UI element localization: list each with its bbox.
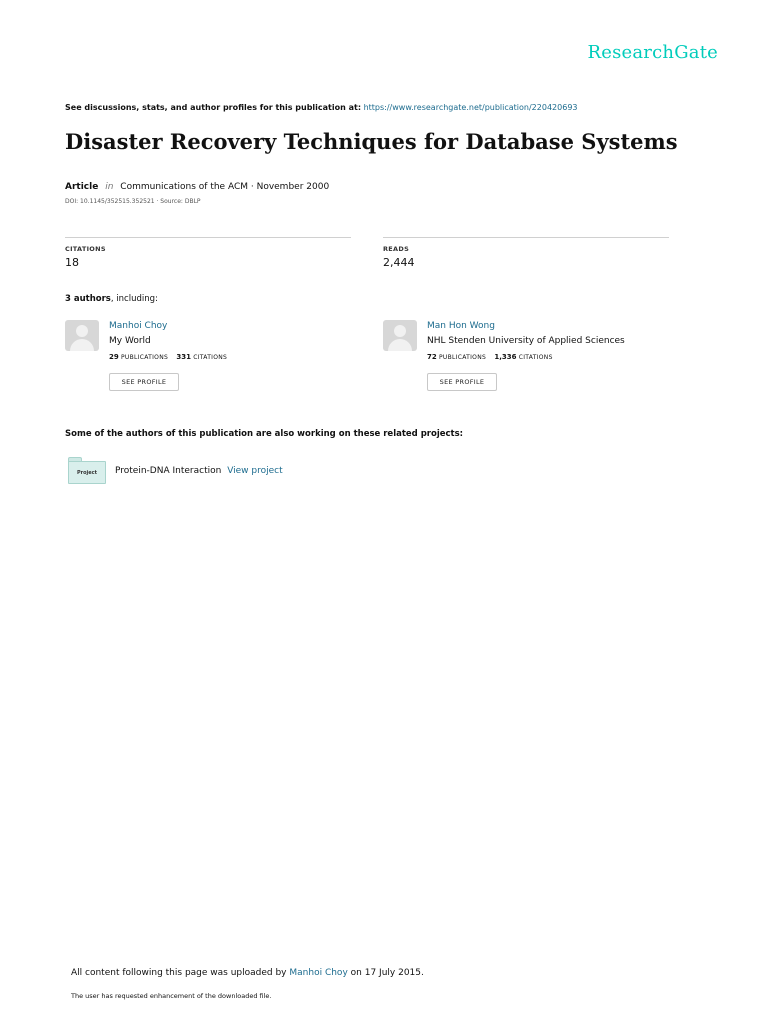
author-card: [383, 320, 683, 400]
author-stats: [109, 353, 233, 361]
author-publications-label: PUBLICATIONS: [120, 354, 169, 361]
reads-label: READS: [383, 245, 410, 253]
project-folder-icon[interactable]: [68, 457, 106, 484]
paper-title: Disaster Recovery Techniques for Database Systems: [65, 129, 678, 154]
divider: [65, 237, 351, 238]
publication-url-link[interactable]: https://www.researchgate.net/publication/220420693: [363, 103, 578, 112]
author-citations-count: 331: [176, 353, 191, 361]
author-publications-label: PUBLICATIONS: [438, 354, 487, 361]
publication-type: Article: [65, 182, 99, 192]
author-citations-label: CITATIONS: [193, 354, 228, 361]
upload-prefix: All content following this page was uploaded by: [71, 968, 287, 978]
enhancement-notice: The user has requested enhancement of the downloaded file.: [71, 992, 272, 1000]
see-discussions-line: [65, 103, 578, 112]
project-name: Protein-DNA Interaction: [115, 466, 222, 476]
researchgate-logo: ResearchGate: [587, 42, 718, 63]
avatar-head-icon: [76, 325, 88, 337]
avatar[interactable]: [65, 320, 99, 351]
publication-meta: [65, 182, 329, 192]
reads-count: 2,444: [383, 256, 415, 269]
author-name-link[interactable]: Manhoi Choy: [109, 321, 168, 331]
see-profile-button[interactable]: SEE PROFILE: [109, 373, 179, 391]
avatar-head-icon: [394, 325, 406, 337]
upload-notice: [71, 968, 424, 978]
author-publications-count: 29: [109, 353, 119, 361]
author-citations-label: CITATIONS: [518, 354, 553, 361]
avatar[interactable]: [383, 320, 417, 351]
author-affiliation: NHL Stenden University of Applied Sciences: [427, 336, 625, 346]
author-citations-count: 1,336: [494, 353, 517, 361]
citations-count: 18: [65, 256, 79, 269]
author-stats: [427, 353, 559, 361]
see-discussions-text: See discussions, stats, and author profiles for this publication at:: [65, 103, 362, 112]
publication-venue: Communications of the ACM · November 2000: [120, 182, 330, 192]
author-name-link[interactable]: Man Hon Wong: [427, 321, 495, 331]
author-publications-count: 72: [427, 353, 437, 361]
project-item: [115, 466, 283, 476]
upload-date: on 17 July 2015.: [350, 968, 424, 978]
author-affiliation: My World: [109, 336, 151, 346]
related-projects-heading: Some of the authors of this publication are also working on these related projects:: [65, 429, 464, 439]
author-card: [65, 320, 365, 400]
authors-heading-suffix: , including:: [110, 294, 158, 304]
uploader-link[interactable]: Manhoi Choy: [289, 968, 348, 978]
view-project-link[interactable]: View project: [227, 466, 283, 476]
citations-label: CITATIONS: [65, 245, 106, 253]
authors-heading: [65, 294, 158, 304]
avatar-body-icon: [388, 339, 412, 351]
divider: [383, 237, 669, 238]
avatar-body-icon: [70, 339, 94, 351]
doi-line: DOI: 10.1145/352515.352521 · Source: DBLP: [65, 198, 201, 205]
in-word: in: [105, 182, 114, 192]
authors-count: 3 authors: [65, 294, 111, 304]
folder-label: Project: [68, 461, 106, 484]
see-profile-button[interactable]: SEE PROFILE: [427, 373, 497, 391]
